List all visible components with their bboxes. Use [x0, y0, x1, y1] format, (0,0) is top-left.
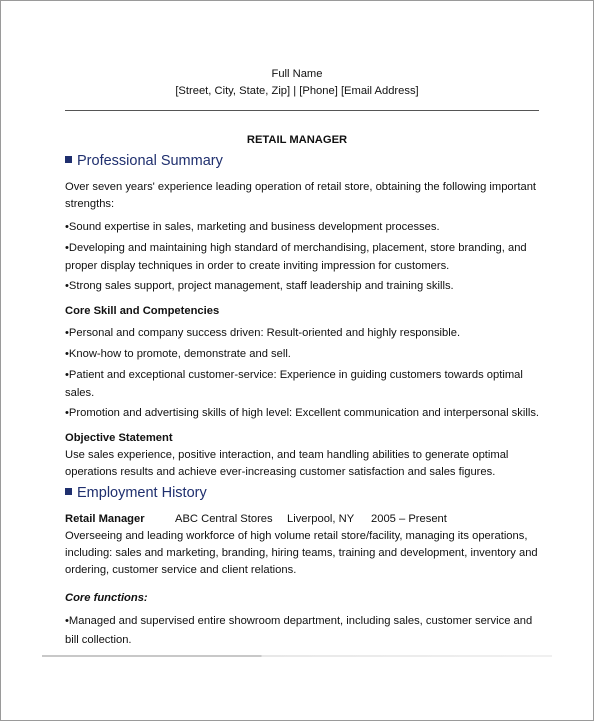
- resume-title: RETAIL MANAGER: [246, 134, 348, 146]
- summary-bullet: •Developing and maintaining high standard of merchandising, placement, store branding, and: [65, 242, 527, 254]
- job-location: Liverpool, NY: [287, 513, 355, 525]
- objective-text: Use sales experience, positive interaction, and team handling abilities to generate optimal: [65, 449, 509, 461]
- core-functions-heading: Core functions:: [65, 592, 148, 604]
- summary-bullet: •Strong sales support, project management, staff leadership and training skills.: [65, 280, 454, 292]
- contact-line: [Street, City, State, Zip] | [Phone] [Email Address]: [175, 85, 419, 97]
- objective-text: operations results and achieve ever-increasing customer satisfaction and sales figures.: [65, 466, 496, 478]
- objective-heading: Objective Statement: [65, 432, 173, 444]
- company-name: ABC Central Stores: [175, 513, 273, 525]
- job-title: Retail Manager: [65, 513, 145, 525]
- job-description: Overseeing and leading workforce of high volume retail store/facility, managing its operations,: [65, 530, 528, 542]
- square-bullet-icon: [65, 488, 72, 495]
- full-name: Full Name: [271, 68, 323, 80]
- skill-bullet: •Promotion and advertising skills of high level: Excellent communication and interpersonal skills.: [65, 407, 540, 419]
- summary-bullet: •Sound expertise in sales, marketing and business development processes.: [65, 221, 440, 233]
- square-bullet-icon: [65, 156, 72, 163]
- header-divider: [65, 110, 539, 111]
- section-heading: Professional Summary: [77, 153, 223, 169]
- summary-intro-line: strengths:: [65, 198, 115, 210]
- core-skills-heading: Core Skill and Competencies: [65, 305, 220, 317]
- function-bullet: •Managed and supervised entire showroom department, including sales, customer service and: [65, 615, 533, 627]
- skill-bullet-continued: sales.: [65, 387, 95, 399]
- summary-bullet-continued: proper display techniques in order to create inviting impression for customers.: [65, 260, 450, 272]
- job-description: including: sales and marketing, branding, hiring teams, training and development, inventory and: [65, 547, 538, 559]
- section-employment-history: [65, 484, 207, 502]
- section-heading: Employment History: [77, 485, 207, 501]
- summary-intro-line: Over seven years' experience leading operation of retail store, obtaining the following important: [65, 181, 537, 193]
- page-footer-divider: [42, 655, 552, 657]
- section-professional-summary: [65, 152, 223, 170]
- skill-bullet: •Patient and exceptional customer-service: Experience in guiding customers towards optimal: [65, 369, 523, 381]
- function-bullet-continued: bill collection.: [65, 634, 132, 646]
- skill-bullet: •Know-how to promote, demonstrate and sell.: [65, 348, 291, 360]
- skill-bullet: •Personal and company success driven: Result-oriented and highly responsible.: [65, 327, 461, 339]
- job-dates: 2005 – Present: [371, 513, 447, 525]
- job-description: ordering, customer service and client relations.: [65, 564, 297, 576]
